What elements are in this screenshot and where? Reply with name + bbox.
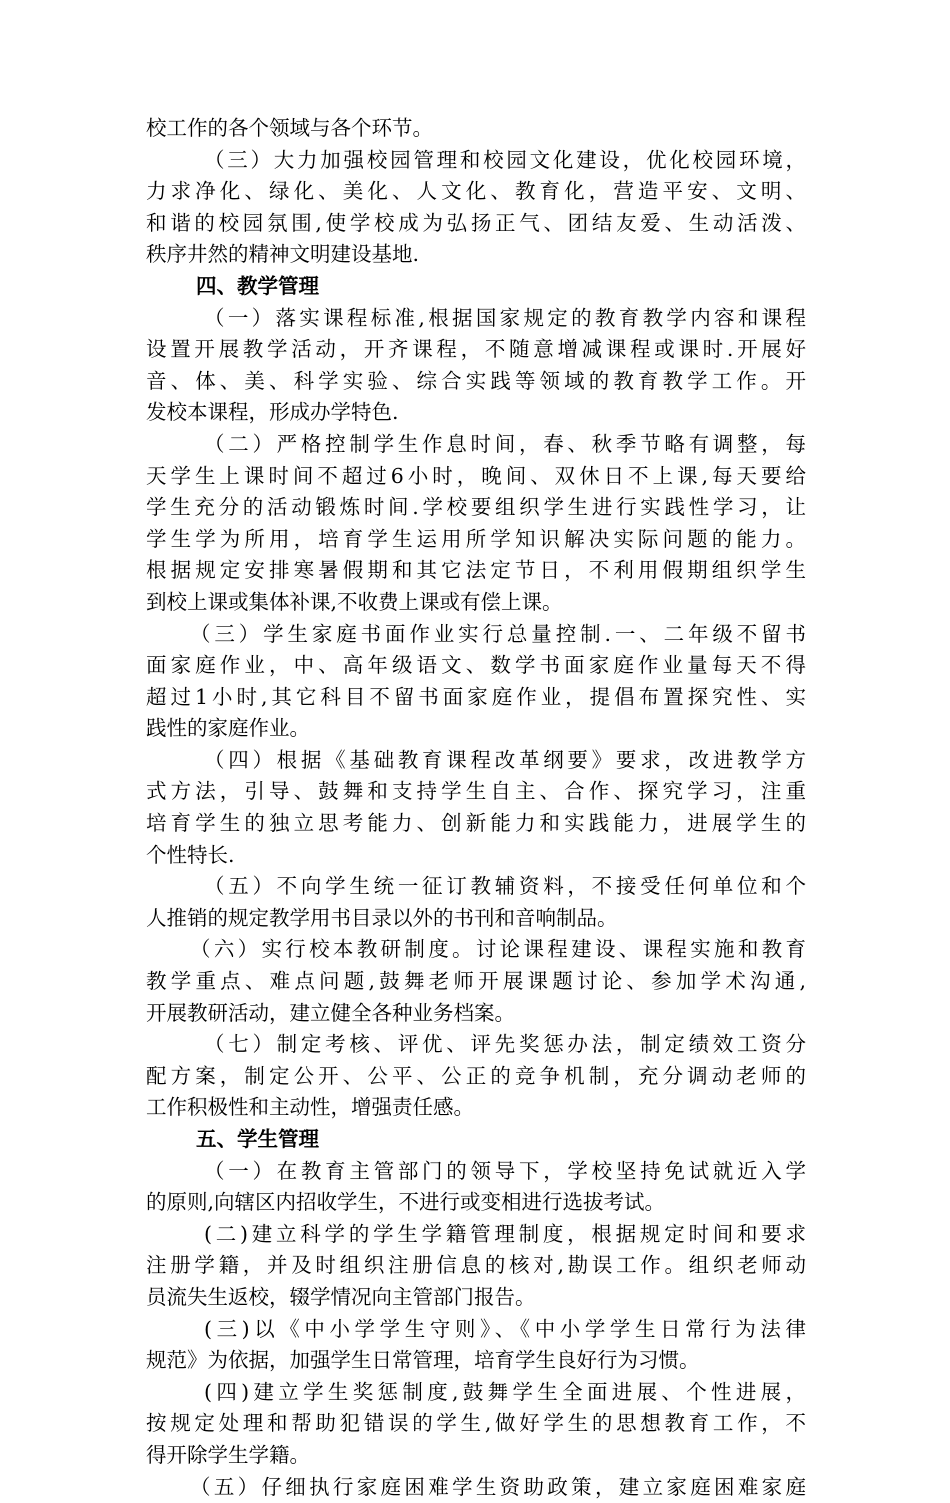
text-line: 秩序井然的精神文明建设基地. <box>146 242 420 267</box>
paragraph-start-line: (四)建立学生奖惩制度,鼓舞学生全面进展、个性进展， <box>204 1379 806 1404</box>
text-line: 力求净化、绿化、美化、人文化、教育化，营造平安、文明、 <box>146 179 806 204</box>
text-line: 开展教研活动，建立健全各种业务档案。 <box>146 1000 515 1025</box>
text-line: 注册学籍，并及时组织注册信息的核对,勘误工作。组织老师动 <box>146 1253 806 1278</box>
paragraph-start-line: （一）在教育主管部门的领导下，学校坚持免试就近入学 <box>204 1158 806 1183</box>
text-line: 发校本课程，形成办学特色. <box>146 400 399 425</box>
text-line: 得开除学生学籍。 <box>146 1442 310 1467</box>
text-line: 个性特长. <box>146 842 235 867</box>
text-line: 规范》为依据，加强学生日常管理，培育学生良好行为习惯。 <box>146 1348 700 1373</box>
text-line: 校工作的各个领域与各个环节。 <box>146 116 433 140</box>
text-line: 超过1小时,其它科目不留书面家庭作业，提倡布置探究性、实 <box>146 684 806 709</box>
text-line: 学生学为所用，培育学生运用所学知识解决实际问题的能力。 <box>146 526 806 551</box>
text-line: 设置开展教学活动，开齐课程，不随意增减课程或课时.开展好 <box>146 337 806 362</box>
text-line: 配方案，制定公开、公平、公正的竞争机制，充分调动老师的 <box>146 1063 806 1088</box>
text-line: 天学生上课时间不超过6小时，晚间、双休日不上课,每天要给 <box>146 463 806 488</box>
text-line: 按规定处理和帮助犯错误的学生,做好学生的思想教育工作，不 <box>146 1411 806 1436</box>
text-line: 和谐的校园氛围,使学校成为弘扬正气、团结友爱、生动活泼、 <box>146 210 806 235</box>
text-line: 员流失生返校，辍学情况向主管部门报告。 <box>146 1284 536 1309</box>
paragraph-start-line: （三）大力加强校园管理和校园文化建设，优化校园环境， <box>204 147 806 172</box>
paragraph-start-line: （六）实行校本教研制度。讨论课程建设、课程实施和教育 <box>190 937 806 962</box>
paragraph-start-line: （四）根据《基础教育课程改革纲要》要求，改进教学方 <box>204 747 806 772</box>
document-body <box>146 113 806 1503</box>
paragraph-start-line: （三）学生家庭书面作业实行总量控制.一、二年级不留书 <box>190 621 806 646</box>
text-line: 学生充分的活动锻炼时间.学校要组织学生进行实践性学习，让 <box>146 495 806 520</box>
paragraph-start-line: (三)以《中小学学生守则》、《中小学学生日常行为法律 <box>204 1316 806 1341</box>
text-line: 面家庭作业，中、高年级语文、数学书面家庭作业量每天不得 <box>146 653 806 678</box>
text-line: 教学重点、难点问题,鼓舞老师开展课题讨论、参加学术沟通, <box>146 969 806 994</box>
text-line: 工作积极性和主动性，增强责任感。 <box>146 1095 474 1120</box>
paragraph-start-line: （二）严格控制学生作息时间，春、秋季节略有调整，每 <box>204 431 806 456</box>
section-heading: 五、学生管理 <box>196 1127 319 1151</box>
paragraph-start-line: （五）仔细执行家庭困难学生资助政策，建立家庭困难家庭 <box>190 1474 806 1499</box>
text-line: 根据规定安排寒暑假期和其它法定节日，不利用假期组织学生 <box>146 558 806 583</box>
text-line: 式方法，引导、鼓舞和支持学生自主、合作、探究学习，注重 <box>146 779 806 804</box>
text-line: 践性的家庭作业。 <box>146 716 310 741</box>
paragraph-start-line: (二)建立科学的学生学籍管理制度，根据规定时间和要求 <box>204 1221 806 1246</box>
text-line: 到校上课或集体补课,不收费上课或有偿上课。 <box>146 589 563 614</box>
text-line: 音、体、美、科学实验、综合实践等领域的教育教学工作。开 <box>146 368 806 393</box>
paragraph-start-line: （七）制定考核、评优、评先奖惩办法，制定绩效工资分 <box>204 1032 806 1057</box>
paragraph-start-line: （五）不向学生统一征订教辅资料，不接受任何单位和个 <box>204 874 806 899</box>
text-line: 的原则,向辖区内招收学生，不进行或变相进行选拔考试。 <box>146 1190 666 1215</box>
text-line: 培育学生的独立思考能力、创新能力和实践能力，进展学生的 <box>146 811 806 836</box>
section-heading: 四、教学管理 <box>196 273 319 298</box>
paragraph-start-line: （一）落实课程标准,根据国家规定的教育教学内容和课程 <box>204 305 806 330</box>
text-line: 人推销的规定教学用书目录以外的书刊和音响制品。 <box>146 905 618 930</box>
